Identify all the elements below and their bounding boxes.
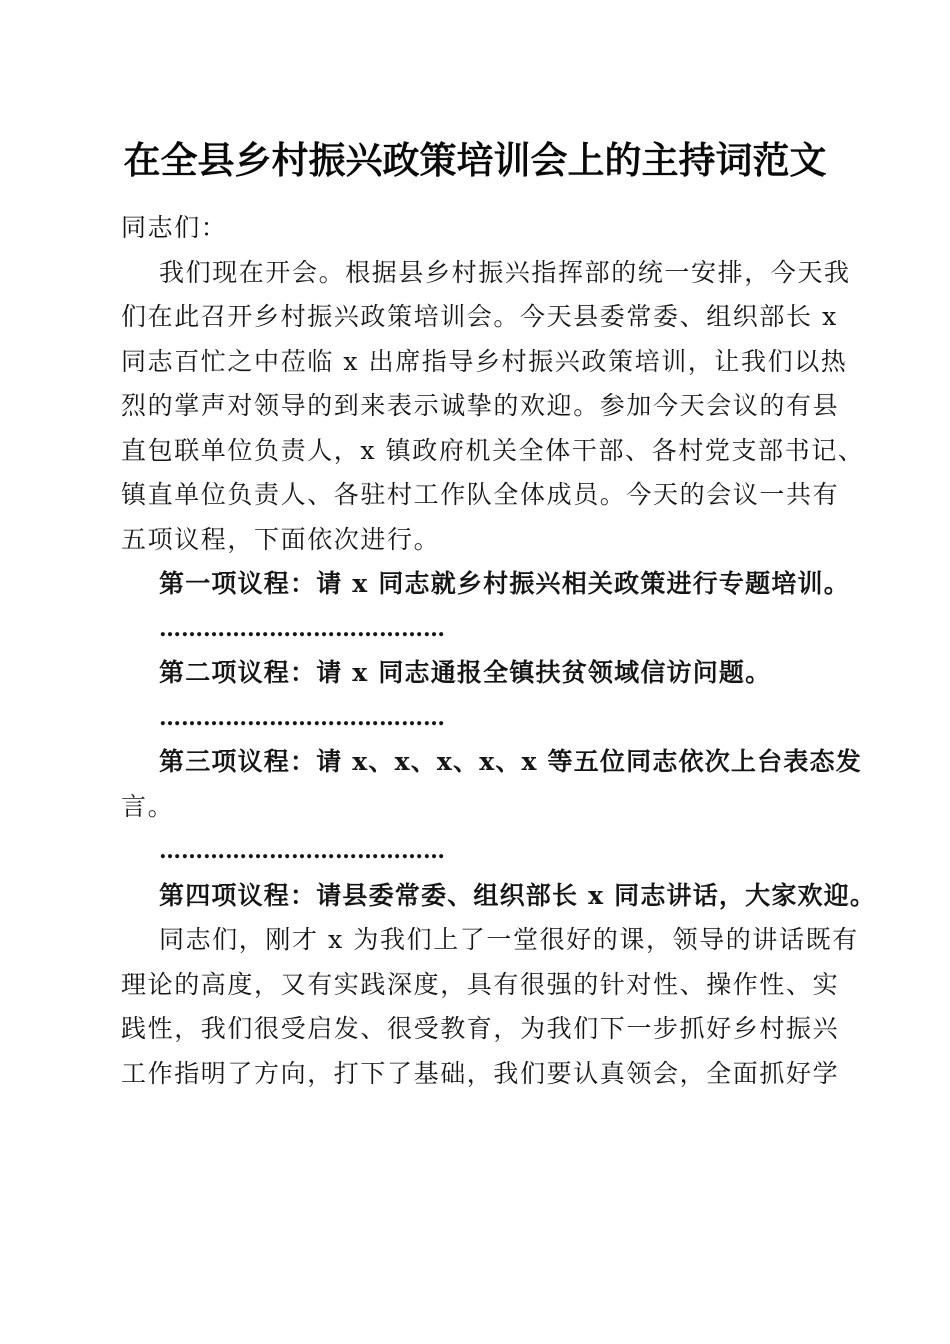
paragraph-line: 烈的掌声对领导的到来表示诚挚的欢迎。参加今天会议的有县 bbox=[121, 391, 840, 420]
agenda-item-4: 第四项议程：请县委常委、组织部长 x 同志讲话，大家欢迎。 bbox=[159, 880, 877, 910]
ellipsis-separator: ………………………………… bbox=[159, 615, 445, 642]
agenda-item-3-continuation: 言。 bbox=[121, 791, 175, 821]
paragraph-line: 镇直单位负责人、各驻村工作队全体成员。今天的会议一共有 bbox=[121, 480, 840, 509]
document-body bbox=[121, 206, 877, 1096]
paragraph-line: 理论的高度，又有实践深度，具有很强的针对性、操作性、实 bbox=[121, 969, 840, 999]
paragraph-line: 工作指明了方向，打下了基础，我们要认真领会，全面抓好学 bbox=[121, 1058, 840, 1088]
agenda-item-2: 第二项议程：请 x 同志通报全镇扶贫领域信访问题。 bbox=[159, 658, 772, 687]
agenda-item-3: 第三项议程：请 x、x、x、x、x 等五位同志依次上台表态发 bbox=[159, 747, 862, 776]
paragraph-line: 践性，我们很受启发、很受教育，为我们下一步抓好乡村振兴 bbox=[121, 1014, 840, 1043]
ellipsis-separator: ………………………………… bbox=[159, 704, 445, 731]
intro-paragraph bbox=[121, 251, 865, 563]
document-title: 在全县乡村振兴政策培训会上的主持词范文 bbox=[123, 138, 827, 182]
paragraph-line: 同志们，刚才 x 为我们上了一堂很好的课，领导的讲话既有 bbox=[159, 925, 859, 954]
agenda-item-1: 第一项议程：请 x 同志就乡村振兴相关政策进行专题培训。 bbox=[159, 569, 850, 598]
ellipsis-separator: ………………………………… bbox=[159, 838, 445, 864]
paragraph-line: 同志百忙之中莅临 x 出席指导乡村振兴政策培训，让我们以热 bbox=[121, 346, 848, 376]
paragraph-line: 我们现在开会。根据县乡村振兴指挥部的统一安排，今天我 bbox=[159, 257, 851, 287]
paragraph-line: 们在此召开乡村振兴政策培训会。今天县委常委、组织部长 x bbox=[121, 302, 838, 331]
paragraph-line: 五项议程，下面依次进行。 bbox=[121, 524, 441, 554]
salutation: 同志们： bbox=[121, 213, 228, 242]
closing-paragraph bbox=[121, 918, 859, 1096]
paragraph-line: 直包联单位负责人，x 镇政府机关全体干部、各村党支部书记、 bbox=[121, 435, 865, 465]
